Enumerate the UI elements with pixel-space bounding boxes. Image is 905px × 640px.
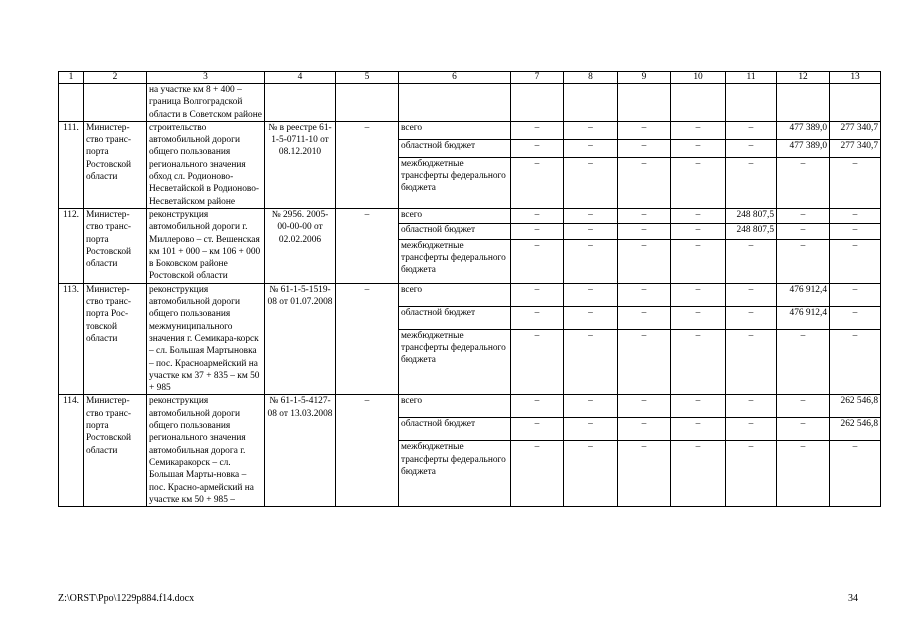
cell <box>336 84 399 122</box>
row-number: 114. <box>59 395 84 507</box>
registry-number: № в реестре 61-1-5-0711-10 от 08.12.2010 <box>265 121 336 208</box>
ministry-cell: Министер-ство транс-порта Рос-товской области <box>84 283 147 395</box>
amount-cell: – <box>564 283 618 306</box>
amount-cell: – <box>564 157 618 208</box>
amount-cell: – <box>777 395 830 418</box>
funding-source: областной бюджет <box>399 224 511 239</box>
ministry-cell: Министер-ство транс-порта Ростовской области <box>84 395 147 507</box>
amount-cell: – <box>618 418 671 441</box>
registry-number: № 61-1-5-4127-08 от 13.03.2008 <box>265 395 336 507</box>
amount-cell: 277 340,7 <box>830 121 881 139</box>
cell <box>59 84 84 122</box>
amount-cell: 476 912,4 <box>777 306 830 329</box>
cell <box>726 84 777 122</box>
object-description: реконструкция автомобильной дороги г. Миллерово – ст. Вешенская км 101 + 000 – км 106 + 000 в Боковском районе Ростовской области <box>147 208 265 283</box>
col-header: 12 <box>777 72 830 84</box>
funding-source: межбюджетные трансферты федерального бюджета <box>399 441 511 507</box>
amount-cell: – <box>830 224 881 239</box>
amount-cell: – <box>830 283 881 306</box>
footer-file-path: Z:\ORST\Ppo\1229p884.f14.docx <box>58 593 195 604</box>
amount-cell: 476 912,4 <box>777 283 830 306</box>
amount-cell: – <box>777 329 830 395</box>
amount-cell: – <box>671 121 726 139</box>
amount-cell: – <box>671 208 726 223</box>
object-row <box>59 283 881 306</box>
amount-cell: – <box>618 139 671 157</box>
page-number: 34 <box>848 593 858 604</box>
col-header: 6 <box>399 72 511 84</box>
amount-cell: – <box>671 329 726 395</box>
amount-cell: – <box>564 121 618 139</box>
amount-cell: – <box>777 418 830 441</box>
amount-cell: – <box>618 306 671 329</box>
amount-cell: – <box>671 239 726 283</box>
funding-source: всего <box>399 208 511 223</box>
amount-cell: – <box>618 157 671 208</box>
amount-cell: – <box>830 329 881 395</box>
amount-cell: – <box>726 139 777 157</box>
cell-dash: – <box>336 121 399 208</box>
amount-cell: – <box>671 283 726 306</box>
amount-cell: 248 807,5 <box>726 224 777 239</box>
amount-cell: – <box>726 441 777 507</box>
funding-source: межбюджетные трансферты федерального бюджета <box>399 157 511 208</box>
amount-cell: – <box>564 224 618 239</box>
amount-cell: – <box>830 306 881 329</box>
col-header: 3 <box>147 72 265 84</box>
amount-cell: – <box>511 418 564 441</box>
header-row <box>59 72 881 84</box>
funding-source: областной бюджет <box>399 306 511 329</box>
amount-cell: 262 546,8 <box>830 395 881 418</box>
amount-cell: – <box>511 239 564 283</box>
amount-cell: – <box>777 224 830 239</box>
cell <box>777 84 830 122</box>
funding-source: всего <box>399 283 511 306</box>
amount-cell: – <box>671 157 726 208</box>
amount-cell: – <box>511 306 564 329</box>
amount-cell: – <box>511 139 564 157</box>
amount-cell: – <box>830 208 881 223</box>
amount-cell: – <box>671 224 726 239</box>
amount-cell: – <box>618 395 671 418</box>
cell <box>671 84 726 122</box>
row-number: 113. <box>59 283 84 395</box>
amount-cell: – <box>726 283 777 306</box>
object-row <box>59 121 881 139</box>
funding-source: областной бюджет <box>399 139 511 157</box>
col-header: 11 <box>726 72 777 84</box>
amount-cell: – <box>618 224 671 239</box>
amount-cell: – <box>511 157 564 208</box>
amount-cell: – <box>618 329 671 395</box>
amount-cell: – <box>726 121 777 139</box>
amount-cell: – <box>564 441 618 507</box>
amount-cell: – <box>671 306 726 329</box>
amount-cell: – <box>511 224 564 239</box>
amount-cell: – <box>564 208 618 223</box>
amount-cell: – <box>726 395 777 418</box>
col-header: 8 <box>564 72 618 84</box>
cell <box>511 84 564 122</box>
amount-cell: – <box>511 121 564 139</box>
amount-cell: 277 340,7 <box>830 139 881 157</box>
cell <box>265 84 336 122</box>
amount-cell: – <box>564 329 618 395</box>
amount-cell: 248 807,5 <box>726 208 777 223</box>
amount-cell: – <box>564 306 618 329</box>
amount-cell: – <box>671 418 726 441</box>
amount-cell: – <box>511 208 564 223</box>
funding-source: межбюджетные трансферты федерального бюджета <box>399 329 511 395</box>
amount-cell: – <box>564 418 618 441</box>
amount-cell: 262 546,8 <box>830 418 881 441</box>
registry-number: № 2956. 2005-00-00-00 от 02.02.2006 <box>265 208 336 283</box>
col-header: 10 <box>671 72 726 84</box>
amount-cell: – <box>830 239 881 283</box>
cell <box>564 84 618 122</box>
amount-cell: – <box>618 121 671 139</box>
funding-source: межбюджетные трансферты федерального бюджета <box>399 239 511 283</box>
registry-number: № 61-1-5-1519-08 от 01.07.2008 <box>265 283 336 395</box>
ministry-cell: Министер-ство транс-порта Ростовской области <box>84 208 147 283</box>
col-header: 13 <box>830 72 881 84</box>
col-header: 2 <box>84 72 147 84</box>
cell <box>618 84 671 122</box>
amount-cell: – <box>618 208 671 223</box>
amount-cell: – <box>726 418 777 441</box>
amount-cell: – <box>618 239 671 283</box>
amount-cell: – <box>511 283 564 306</box>
budget-table <box>58 71 881 507</box>
object-continuation: на участке км 8 + 400 – граница Волгоградской области в Советском районе <box>147 84 265 122</box>
amount-cell: – <box>777 441 830 507</box>
col-header: 5 <box>336 72 399 84</box>
amount-cell: – <box>618 283 671 306</box>
object-row <box>59 208 881 223</box>
col-header: 9 <box>618 72 671 84</box>
col-header: 7 <box>511 72 564 84</box>
object-description: строительство автомобильной дороги общего пользования регионального значения обход сл. Родионово-Несветайской в Родионово-Несветайском районе <box>147 121 265 208</box>
cell-dash: – <box>336 208 399 283</box>
amount-cell: – <box>726 157 777 208</box>
cell-dash: – <box>336 395 399 507</box>
amount-cell: 477 389,0 <box>777 121 830 139</box>
amount-cell: – <box>618 441 671 507</box>
amount-cell: – <box>671 139 726 157</box>
amount-cell: – <box>726 306 777 329</box>
funding-source: всего <box>399 121 511 139</box>
amount-cell: – <box>777 208 830 223</box>
amount-cell: – <box>511 441 564 507</box>
amount-cell: – <box>511 329 564 395</box>
amount-cell: – <box>726 329 777 395</box>
amount-cell: – <box>777 239 830 283</box>
amount-cell: – <box>830 441 881 507</box>
amount-cell: – <box>564 395 618 418</box>
ministry-cell: Министер-ство транс-порта Ростовской области <box>84 121 147 208</box>
amount-cell: – <box>564 239 618 283</box>
amount-cell: – <box>671 395 726 418</box>
cell <box>399 84 511 122</box>
col-header: 4 <box>265 72 336 84</box>
cell <box>84 84 147 122</box>
cell-dash: – <box>336 283 399 395</box>
amount-cell: – <box>564 139 618 157</box>
object-row <box>59 395 881 418</box>
amount-cell: – <box>726 239 777 283</box>
row-number: 112. <box>59 208 84 283</box>
amount-cell: – <box>777 157 830 208</box>
row-number: 111. <box>59 121 84 208</box>
amount-cell: – <box>830 157 881 208</box>
amount-cell: – <box>511 395 564 418</box>
continuation-row <box>59 84 881 122</box>
amount-cell: – <box>671 441 726 507</box>
funding-source: областной бюджет <box>399 418 511 441</box>
funding-source: всего <box>399 395 511 418</box>
object-description: реконструкция автомобильной дороги общего пользования межмуниципального значения г. Семикара-корск – сл. Большая Мартыновка – пос. Красноармейский на участке км 37 + 835 – км 50 + 985 <box>147 283 265 395</box>
object-description: реконструкция автомобильной дороги общего пользования регионального значения автомобильная дорога г. Семикаракорск – сл. Большая Марты-новка – пос. Красно-армейский на участке км 50 + 985 – <box>147 395 265 507</box>
amount-cell: 477 389,0 <box>777 139 830 157</box>
col-header: 1 <box>59 72 84 84</box>
cell <box>830 84 881 122</box>
